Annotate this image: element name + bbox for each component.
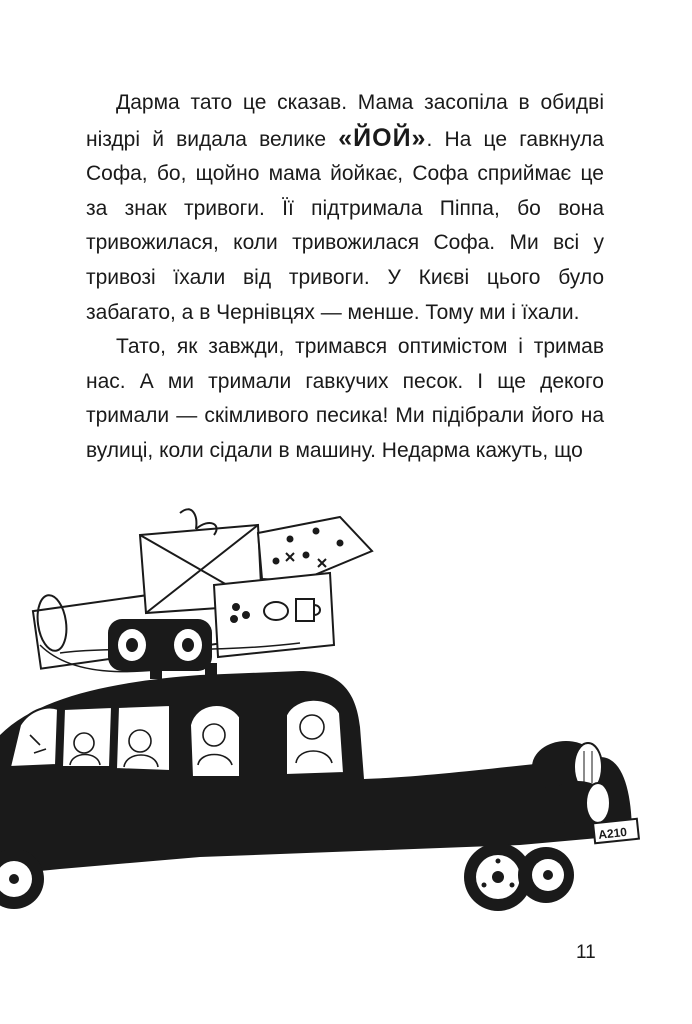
paragraph-2: Тато, як завжди, тримався оптимістом і тримав нас. А ми тримали гавкучих песок. І ще декого тримали — скімливого песика! Ми підібрали його на вулиці, коли сідали в машину. Недарма кажуть, що [86,335,604,462]
car-illustration [0,495,692,915]
license-plate [593,819,639,843]
paragraph-1-start: Дарма тато це сказав. Мама засопіла в обидві ніздрі й видала велике [86,91,604,151]
paragraph-1 [86,86,604,330]
paragraph-1-end: . На це гавкнула Софа, бо, щойно мама йойкає, Софа сприймає це за знак тривоги. Її підтримала Піппа, бо вона тривожилася, коли тривожилася Софа. Ми всі у тривозі їхали від тривоги. У Києві цього було забагато, а в Чернівцях — менше. Тому ми і їхали. [86,127,604,324]
license-plate-text: A210 [597,824,628,842]
roof-speaker [108,619,212,671]
page-number: 11 [576,942,596,963]
body-text [86,86,604,469]
shout-word: «ЙОЙ» [338,123,427,152]
